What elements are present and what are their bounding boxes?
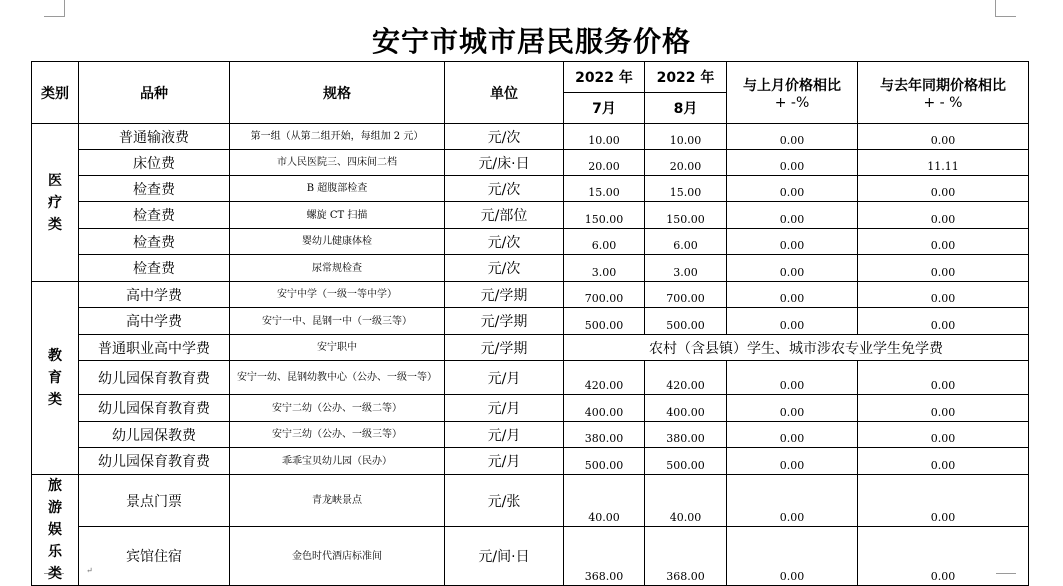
category-cell xyxy=(32,475,79,586)
price-jul-cell xyxy=(564,229,645,255)
price-jul-cell-value: 500.00 xyxy=(584,319,624,332)
price-aug-cell-value: 10.00 xyxy=(669,134,702,147)
price-aug-cell-value: 15.00 xyxy=(669,186,702,199)
mom-change-cell xyxy=(727,150,858,176)
price-jul-cell-value: 368.00 xyxy=(584,570,624,583)
unit-cell: 元/月 xyxy=(445,448,564,475)
price-aug-cell-value: 6.00 xyxy=(673,239,698,252)
yoy-change-cell xyxy=(858,282,1029,308)
price-aug-cell xyxy=(645,361,727,395)
item-cell: 检查费 xyxy=(79,202,230,229)
yoy-change-cell-value: 0.00 xyxy=(930,213,956,226)
yoy-change-cell xyxy=(858,422,1029,448)
spec-cell: B 超腹部检查 xyxy=(230,176,445,202)
price-aug-cell xyxy=(645,475,727,527)
spec-cell: 金色时代酒店标准间 xyxy=(230,527,445,586)
unit-cell: 元/次 xyxy=(445,229,564,255)
spec-cell: 乖乖宝贝幼儿园（民办） xyxy=(230,448,445,475)
price-jul-cell xyxy=(564,308,645,335)
price-aug-cell xyxy=(645,282,727,308)
category-cell xyxy=(32,124,79,282)
spec-cell: 安宁一幼、昆钢幼教中心（公办、一级一等） xyxy=(230,361,445,395)
price-aug-cell-value: 400.00 xyxy=(666,406,705,419)
item-cell: 普通职业高中学费 xyxy=(79,335,230,361)
mom-change-cell-value: 0.00 xyxy=(779,239,805,252)
header-mom-line1: 与上月价格相比 xyxy=(743,77,841,94)
yoy-change-cell-value: 0.00 xyxy=(930,319,956,332)
price-jul-cell xyxy=(564,395,645,422)
table-row xyxy=(32,176,1029,202)
price-aug-cell xyxy=(645,124,727,150)
yoy-change-cell-value: 0.00 xyxy=(930,511,956,525)
item-cell: 高中学费 xyxy=(79,282,230,308)
table-row xyxy=(32,448,1029,475)
price-jul-cell xyxy=(564,255,645,282)
price-jul-cell-value: 10.00 xyxy=(588,134,620,147)
header-item: 品种 xyxy=(79,62,230,124)
yoy-change-cell-value: 0.00 xyxy=(930,459,956,472)
price-jul-cell-value: 420.00 xyxy=(584,379,624,392)
item-cell: 高中学费 xyxy=(79,308,230,335)
mom-change-cell xyxy=(727,229,858,255)
mom-change-cell xyxy=(727,176,858,202)
yoy-change-cell-value: 0.00 xyxy=(930,379,956,392)
price-aug-cell-value: 40.00 xyxy=(669,511,702,525)
header-category: 类别 xyxy=(32,62,79,124)
mom-change-cell xyxy=(727,282,858,308)
mom-change-cell xyxy=(727,255,858,282)
price-jul-cell xyxy=(564,176,645,202)
table-row xyxy=(32,229,1029,255)
spec-cell: 安宁一中、昆钢一中（一级三等） xyxy=(230,308,445,335)
item-cell: 景点门票 xyxy=(79,475,230,527)
mom-change-cell xyxy=(727,124,858,150)
price-aug-cell-value: 500.00 xyxy=(666,319,705,332)
yoy-change-cell xyxy=(858,202,1029,229)
spec-cell: 尿常规检查 xyxy=(230,255,445,282)
price-jul-cell xyxy=(564,150,645,176)
header-month-jul: 7月 xyxy=(564,93,645,124)
category-label: 医疗类 xyxy=(48,172,62,233)
mom-change-cell-value: 0.00 xyxy=(779,266,805,279)
price-jul-cell xyxy=(564,448,645,475)
item-cell: 宾馆住宿 xyxy=(79,527,230,586)
price-jul-cell-value: 500.00 xyxy=(584,459,624,472)
mom-change-cell-value: 0.00 xyxy=(779,406,805,419)
header-year-aug: 2022 年 xyxy=(645,62,727,93)
item-cell: 检查费 xyxy=(79,176,230,202)
unit-cell: 元/部位 xyxy=(445,202,564,229)
price-jul-cell-value: 380.00 xyxy=(584,432,624,445)
yoy-change-cell-value: 0.00 xyxy=(930,266,956,279)
yoy-change-cell xyxy=(858,308,1029,335)
price-aug-cell-value: 20.00 xyxy=(669,160,702,173)
table-row xyxy=(32,282,1029,308)
price-jul-cell-value: 3.00 xyxy=(591,266,617,279)
table-row xyxy=(32,361,1029,395)
unit-cell: 元/月 xyxy=(445,395,564,422)
yoy-change-cell-value: 0.00 xyxy=(930,570,956,583)
price-aug-cell xyxy=(645,176,727,202)
yoy-change-cell xyxy=(858,395,1029,422)
mom-change-cell-value: 0.00 xyxy=(779,459,805,472)
table-row xyxy=(32,422,1029,448)
spec-cell: 第一组（从第二组开始，每组加 2 元） xyxy=(230,124,445,150)
table-row xyxy=(32,124,1029,150)
price-jul-cell xyxy=(564,475,645,527)
unit-cell: 元/学期 xyxy=(445,282,564,308)
price-aug-cell xyxy=(645,202,727,229)
table-row xyxy=(32,335,1029,361)
mom-change-cell xyxy=(727,308,858,335)
table-row xyxy=(32,395,1029,422)
header-row-1 xyxy=(32,62,1029,93)
mom-change-cell xyxy=(727,395,858,422)
spec-cell: 青龙峡景点 xyxy=(230,475,445,527)
item-cell: 床位费 xyxy=(79,150,230,176)
price-aug-cell xyxy=(645,395,727,422)
price-aug-cell xyxy=(645,229,727,255)
price-table xyxy=(31,61,1029,586)
price-jul-cell xyxy=(564,124,645,150)
item-cell: 普通输液费 xyxy=(79,124,230,150)
price-aug-cell xyxy=(645,308,727,335)
header-mom xyxy=(727,62,858,124)
header-unit: 单位 xyxy=(445,62,564,124)
unit-cell: 元/月 xyxy=(445,422,564,448)
spec-cell: 安宁三幼（公办、一级三等） xyxy=(230,422,445,448)
mom-change-cell-value: 0.00 xyxy=(779,319,805,332)
mom-change-cell-value: 0.00 xyxy=(779,186,805,199)
price-aug-cell-value: 3.00 xyxy=(673,266,698,279)
yoy-change-cell-value: 0.00 xyxy=(930,406,956,419)
mom-change-cell xyxy=(727,361,858,395)
category-label: 教育类 xyxy=(48,348,62,408)
mom-change-cell-value: 0.00 xyxy=(779,213,805,226)
yoy-change-cell-value: 0.00 xyxy=(930,292,956,305)
mom-change-cell-value: 0.00 xyxy=(779,511,805,525)
price-jul-cell-value: 15.00 xyxy=(588,186,620,199)
mom-change-cell xyxy=(727,448,858,475)
note-cell: 农村（含县镇）学生、城市涉农专业学生免学费 xyxy=(564,335,1029,361)
price-jul-cell-value: 6.00 xyxy=(591,239,617,252)
price-jul-cell-value: 700.00 xyxy=(584,292,624,305)
yoy-change-cell xyxy=(858,229,1029,255)
yoy-change-cell xyxy=(858,361,1029,395)
yoy-change-cell xyxy=(858,124,1029,150)
price-aug-cell xyxy=(645,422,727,448)
unit-cell: 元/床·日 xyxy=(445,150,564,176)
mom-change-cell-value: 0.00 xyxy=(779,160,805,173)
yoy-change-cell-value: 11.11 xyxy=(927,160,959,173)
price-jul-cell xyxy=(564,282,645,308)
mom-change-cell xyxy=(727,475,858,527)
mom-change-cell xyxy=(727,202,858,229)
header-spec: 规格 xyxy=(230,62,445,124)
header-yoy-line2: + - % xyxy=(923,94,963,111)
item-cell: 幼儿园保育教育费 xyxy=(79,361,230,395)
header-month-aug: 8月 xyxy=(645,93,727,124)
yoy-change-cell xyxy=(858,255,1029,282)
yoy-change-cell xyxy=(858,475,1029,527)
price-aug-cell-value: 368.00 xyxy=(666,570,705,583)
unit-cell: 元/次 xyxy=(445,124,564,150)
price-aug-cell-value: 700.00 xyxy=(666,292,705,305)
spec-cell: 安宁二幼（公办、一级二等） xyxy=(230,395,445,422)
mom-change-cell-value: 0.00 xyxy=(779,379,805,392)
paragraph-mark: ↵ xyxy=(86,566,93,575)
unit-cell: 元/次 xyxy=(445,176,564,202)
price-jul-cell xyxy=(564,202,645,229)
price-jul-cell-value: 20.00 xyxy=(588,160,620,173)
unit-cell: 元/次 xyxy=(445,255,564,282)
mom-change-cell xyxy=(727,422,858,448)
header-year-jul: 2022 年 xyxy=(564,62,645,93)
unit-cell: 元/月 xyxy=(445,361,564,395)
yoy-change-cell xyxy=(858,448,1029,475)
category-cell xyxy=(32,282,79,475)
document-title: 安宁市城市居民服务价格 xyxy=(371,25,691,58)
unit-cell: 元/间·日 xyxy=(445,527,564,586)
unit-cell: 元/学期 xyxy=(445,335,564,361)
item-cell: 检查费 xyxy=(79,255,230,282)
price-aug-cell xyxy=(645,255,727,282)
header-mom-line2: + -% xyxy=(774,94,810,111)
item-cell: 检查费 xyxy=(79,229,230,255)
unit-cell: 元/学期 xyxy=(445,308,564,335)
yoy-change-cell-value: 0.00 xyxy=(930,186,956,199)
item-cell: 幼儿园保教费 xyxy=(79,422,230,448)
yoy-change-cell xyxy=(858,150,1029,176)
yoy-change-cell-value: 0.00 xyxy=(930,134,956,147)
price-aug-cell-value: 150.00 xyxy=(666,213,705,226)
table-row xyxy=(32,255,1029,282)
price-aug-cell-value: 420.00 xyxy=(666,379,705,392)
item-cell: 幼儿园保育教育费 xyxy=(79,395,230,422)
table-row xyxy=(32,150,1029,176)
yoy-change-cell xyxy=(858,176,1029,202)
price-aug-cell-value: 380.00 xyxy=(666,432,705,445)
spec-cell: 安宁中学（一级一等中学） xyxy=(230,282,445,308)
category-label: 旅游娱乐类 xyxy=(48,478,62,582)
price-aug-cell-value: 500.00 xyxy=(666,459,705,472)
price-aug-cell xyxy=(645,150,727,176)
spec-cell: 螺旋 CT 扫描 xyxy=(230,202,445,229)
unit-cell: 元/张 xyxy=(445,475,564,527)
header-yoy xyxy=(858,62,1029,124)
price-jul-cell-value: 40.00 xyxy=(588,511,620,525)
table-row xyxy=(32,308,1029,335)
table-row xyxy=(32,475,1029,527)
price-jul-cell xyxy=(564,361,645,395)
price-jul-cell xyxy=(564,422,645,448)
price-aug-cell xyxy=(645,448,727,475)
price-jul-cell-value: 400.00 xyxy=(584,406,624,419)
mom-change-cell-value: 0.00 xyxy=(779,292,805,305)
mom-change-cell-value: 0.00 xyxy=(779,570,805,583)
mom-change-cell-value: 0.00 xyxy=(779,432,805,445)
spec-cell: 安宁职中 xyxy=(230,335,445,361)
mom-change-cell-value: 0.00 xyxy=(779,134,805,147)
item-cell: 幼儿园保育教育费 xyxy=(79,448,230,475)
header-yoy-line1: 与去年同期价格相比 xyxy=(880,77,1006,94)
yoy-change-cell-value: 0.00 xyxy=(930,239,956,252)
spec-cell: 市人民医院三、四床间二档 xyxy=(230,150,445,176)
yoy-change-cell-value: 0.00 xyxy=(930,432,956,445)
price-jul-cell-value: 150.00 xyxy=(584,213,624,226)
table-row xyxy=(32,202,1029,229)
spec-cell: 婴幼儿健康体检 xyxy=(230,229,445,255)
